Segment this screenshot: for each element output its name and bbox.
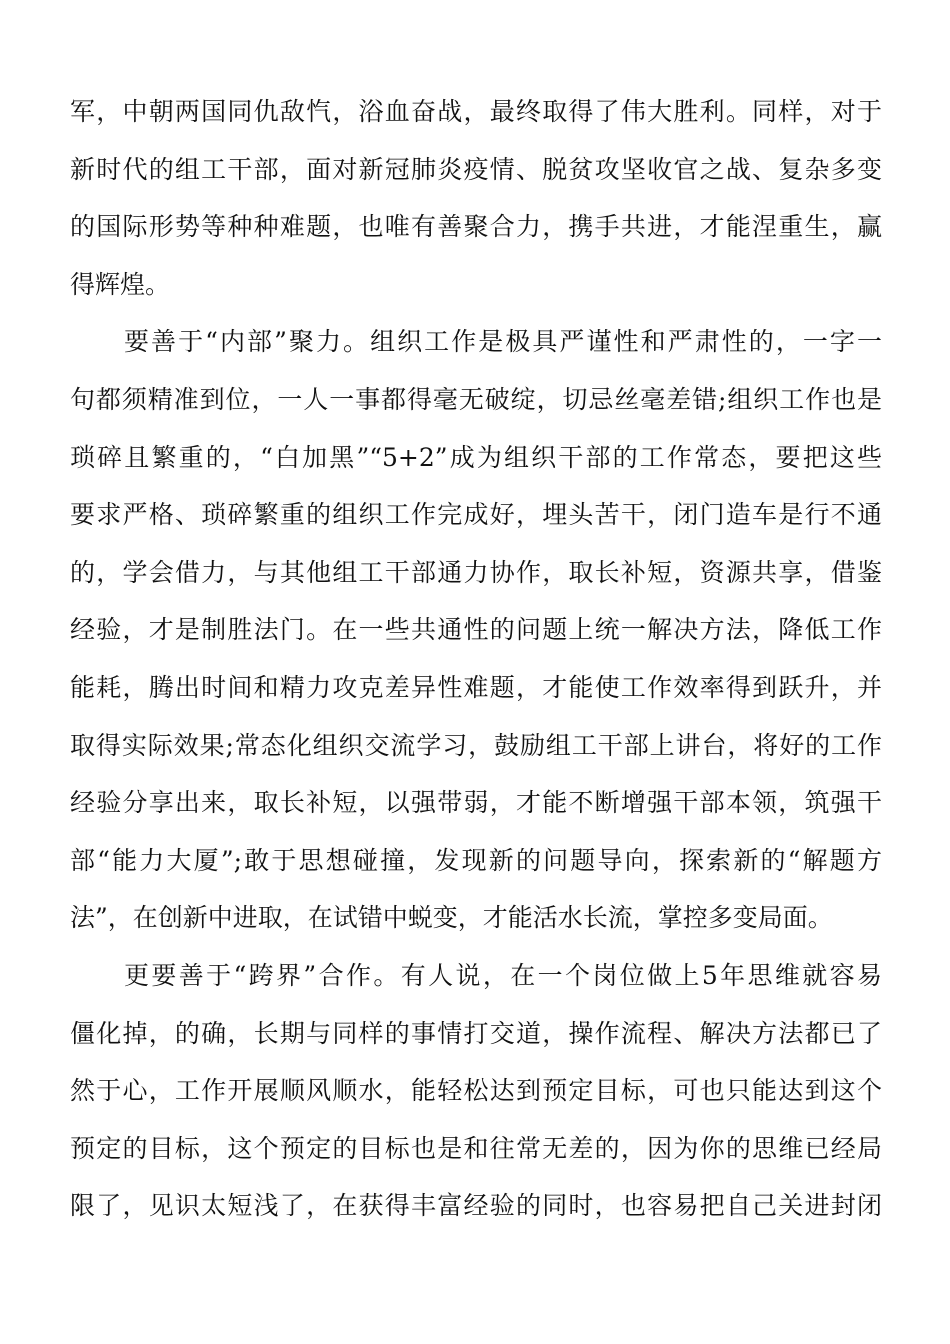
paragraph-1 (70, 83, 882, 313)
paragraph-3 (70, 947, 882, 1235)
text-line: 经验，才是制胜法门。在一些共通性的问题上统一解决方法，降低工作 (70, 615, 882, 645)
text-line: 然于心，工作开展顺风顺水，能轻松达到预定目标，可也只能达到这个 (70, 1076, 882, 1106)
text-line: 琐碎且繁重的，“白加黑”“5+2”成为组织干部的工作常态，要把这些 (70, 442, 882, 472)
text-line: 能耗，腾出时间和精力攻克差异性难题，才能使工作效率得到跃升，并 (70, 672, 882, 702)
text-line: 句都须精准到位，一人一事都得毫无破绽，切忌丝毫差错;组织工作也是 (70, 384, 882, 414)
text-line: 部“能力大厦”;敢于思想碰撞，发现新的问题导向，探索新的“解题方 (70, 845, 882, 875)
text-line: 新时代的组工干部，面对新冠肺炎疫情、脱贫攻坚收官之战、复杂多变 (70, 154, 882, 184)
text-line: 经验分享出来，取长补短，以强带弱，才能不断增强干部本领，筑强干 (70, 788, 882, 818)
text-line: 得辉煌。 (70, 269, 171, 299)
text-line: 取得实际效果;常态化组织交流学习，鼓励组工干部上讲台，将好的工作 (70, 730, 882, 760)
paragraph-2 (70, 313, 882, 947)
text-line: 要善于“内部”聚力。组织工作是极具严谨性和严肃性的，一字一 (124, 327, 882, 357)
text-line: 更要善于“跨界”合作。有人说，在一个岗位做上5年思维就容易 (124, 960, 882, 990)
text-line: 军，中朝两国同仇敌忾，浴血奋战，最终取得了伟大胜利。同样，对于 (70, 97, 882, 126)
text-line: 要求严格、琐碎繁重的组织工作完成好，埋头苦干，闭门造车是行不通 (70, 500, 882, 530)
text-line: 僵化掉，的确，长期与同样的事情打交道，操作流程、解决方法都已了 (70, 1018, 882, 1048)
text-line: 的国际形势等种种难题，也唯有善聚合力，携手共进，才能涅重生，赢 (70, 212, 882, 242)
text-line: 预定的目标，这个预定的目标也是和往常无差的，因为你的思维已经局 (70, 1133, 882, 1163)
text-line: 的，学会借力，与其他组工干部通力协作，取长补短，资源共享，借鉴 (70, 557, 882, 587)
text-line: 法”，在创新中进取，在试错中蜕变，才能活水长流，掌控多变局面。 (70, 903, 833, 933)
text-line: 限了，见识太短浅了，在获得丰富经验的同时，也容易把自己关进封闭 (70, 1191, 882, 1221)
document-page (70, 83, 882, 1235)
